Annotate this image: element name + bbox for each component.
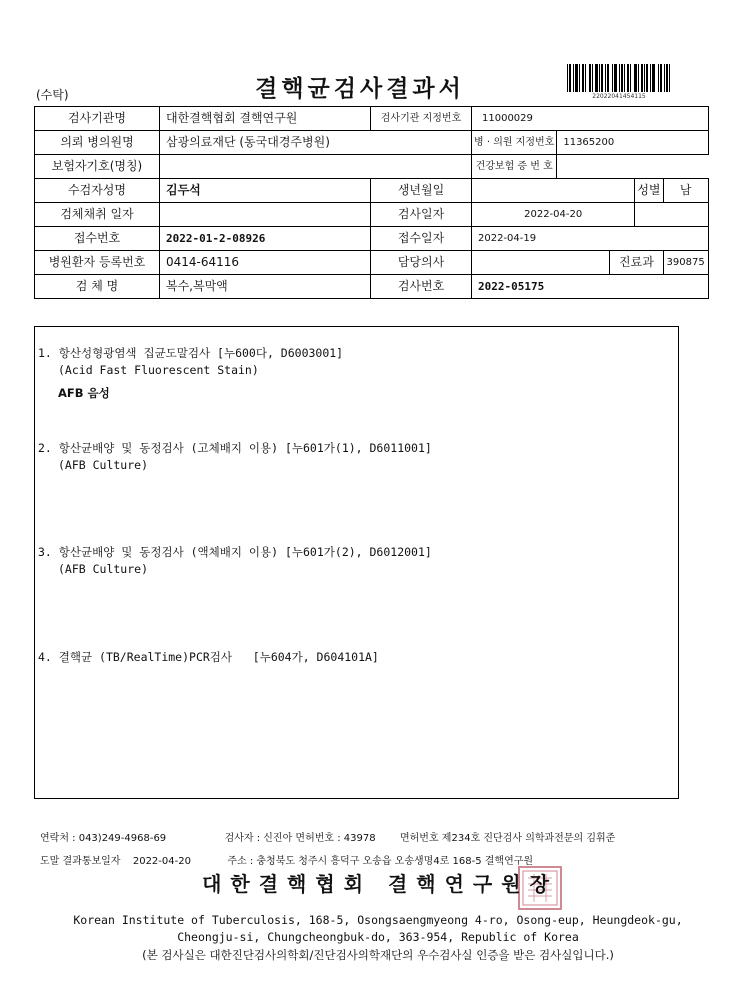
test-date: 2022-04-20	[472, 203, 635, 227]
dob-label: 생년월일	[371, 179, 472, 203]
specimen-label: 검 체 명	[35, 275, 160, 299]
contact: 연락처 : 043)249-4968-69	[40, 833, 167, 844]
barcode-number: 22022041454115	[592, 93, 646, 100]
receipt-date: 2022-04-19	[472, 227, 709, 251]
result-item-4	[38, 649, 379, 666]
test-no-label: 검사번호	[371, 275, 472, 299]
dob-value	[472, 179, 635, 203]
result-item-title: 2. 항산균배양 및 동정검사 (고체배지 이용) [누601가(1), D6011001]	[38, 441, 432, 455]
result-item-subtitle: (AFB Culture)	[58, 458, 149, 472]
hospital-reg-number: 0414-64116	[160, 251, 371, 275]
address: 주소 : 충청북도 청주시 흥덕구 오송읍 오송생명4로 168-5 결핵연구원	[227, 856, 534, 867]
collect-date-label: 검체채취 일자	[35, 203, 160, 227]
clinic-reg-label: 병 · 의원 지정번호	[472, 131, 557, 155]
clinic-name: 삼광의료재단 (동국대경주병원)	[160, 131, 472, 155]
dept-value: 390875	[663, 251, 708, 275]
insurance-label: 보험자기호(명칭)	[35, 155, 160, 179]
test-date-label: 검사일자	[371, 203, 472, 227]
lab-reg-label: 검사기관 지정번호	[371, 107, 472, 131]
test-number: 2022-05175	[472, 275, 709, 299]
collect-date	[160, 203, 371, 227]
result-item-title: 1. 항산성형광염색 집균도말검사 [누600다, D6003001]	[38, 346, 344, 360]
english-address-line-2: Cheongju-si, Chungcheongbuk-do, 363-954, Republic of Korea	[177, 930, 579, 944]
doctor-value	[472, 251, 610, 275]
sex-label: 성별	[635, 179, 663, 203]
report-date-label: 도말 결과통보일자	[40, 856, 121, 867]
result-item-title: 3. 항산균배양 및 동정검사 (액체배지 이용) [누601가(2), D6012001]	[38, 545, 432, 559]
specimen-value: 복수,복막액	[160, 275, 371, 299]
sex-value: 남	[663, 179, 708, 203]
blank-cell	[635, 203, 708, 227]
institute-signature: 대한결핵협회 결핵연구원장	[202, 872, 558, 896]
document-title: 결핵균검사결과서	[255, 76, 465, 102]
patient-label: 수검자성명	[35, 179, 160, 203]
health-id-label: 건강보험 증 번 호	[472, 155, 557, 179]
result-item-subtitle: (AFB Culture)	[58, 562, 149, 576]
result-item-result: AFB 음성	[58, 386, 110, 400]
barcode	[566, 64, 672, 92]
english-address-line-1: Korean Institute of Tuberculosis, 168-5, Osongsaengmyeong 4-ro, Osong-eup, Heungdeok-gu,	[73, 913, 683, 927]
health-id-value	[557, 155, 708, 179]
lab-reg-number: 11000029	[472, 107, 709, 131]
doctor-label: 담당의사	[371, 251, 472, 275]
footer-line-1	[40, 829, 615, 844]
report-date: 2022-04-20	[132, 856, 191, 867]
tester: 검사자 : 신진아 면허번호 : 43978	[224, 833, 376, 844]
patient-name: 김두석	[160, 179, 371, 203]
certification-note: (본 검사실은 대한진단검사의학회/진단검사의학재단의 우수검사실 인증을 받은 검사실입니다.)	[142, 948, 614, 962]
hospital-reg-label: 병원환자 등록번호	[35, 251, 160, 275]
consignment-label: (수탁)	[36, 88, 69, 102]
lab-name-label: 검사기관명	[35, 107, 160, 131]
result-item-2	[38, 440, 432, 474]
info-table	[34, 106, 709, 299]
receipt-date-label: 접수일자	[371, 227, 472, 251]
result-item-3	[38, 544, 432, 578]
license: 면허번호 제234호 진단검사 의학과전문의 김휘준	[399, 833, 616, 844]
receipt-number: 2022-01-2-08926	[160, 227, 371, 251]
receipt-no-label: 접수번호	[35, 227, 160, 251]
footer-line-2	[40, 852, 533, 867]
insurance-value	[160, 155, 472, 179]
lab-name: 대한결핵협회 결핵연구원	[160, 107, 371, 131]
clinic-label: 의뢰 병의원명	[35, 131, 160, 155]
clinic-reg-number: 11365200	[557, 131, 708, 155]
result-item-subtitle: (Acid Fast Fluorescent Stain)	[58, 363, 259, 377]
result-item-title: 4. 결핵균 (TB/RealTime)PCR검사 [누604가, D604101A]	[38, 650, 379, 664]
results-panel	[34, 326, 679, 799]
dept-label: 진료과	[610, 251, 663, 275]
result-item-1	[38, 345, 343, 402]
